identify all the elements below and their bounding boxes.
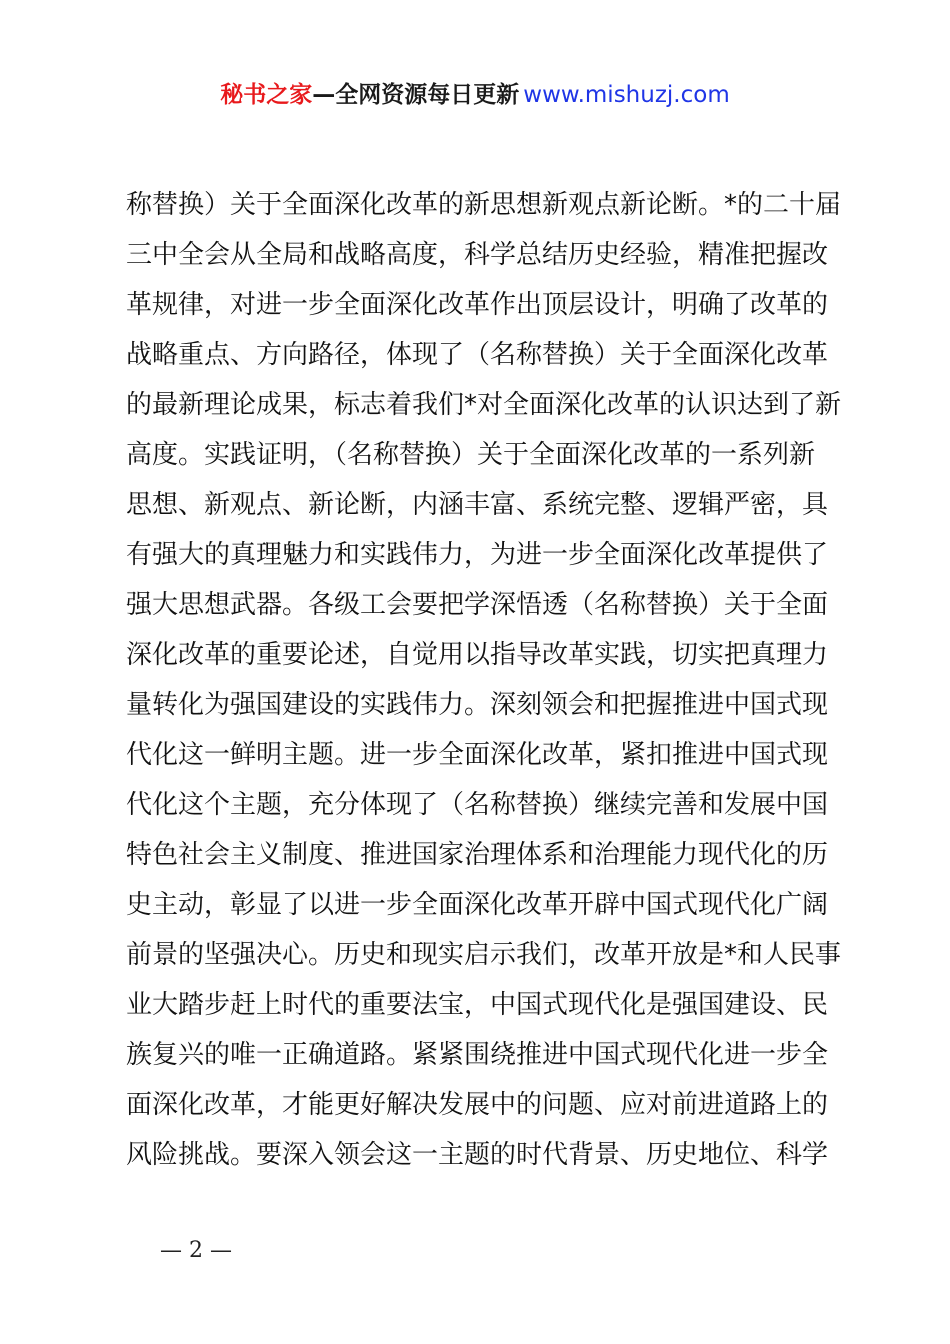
text-line: 有强大的真理魅力和实践伟力，为进一步全面深化改革提供了 (126, 540, 829, 570)
text-line: 风险挑战。要深入领会这一主题的时代背景、历史地位、科学 (126, 1140, 829, 1170)
text-line: 思想、新观点、新论断，内涵丰富、系统完整、逻辑严密，具 (126, 490, 829, 520)
text-line: 特色社会主义制度、推进国家治理体系和治理能力现代化的历 (126, 840, 829, 870)
text-line: 面深化改革，才能更好解决发展中的问题、应对前进道路上的 (126, 1090, 829, 1120)
text-line: 高度。实践证明，（名称替换）关于全面深化改革的一系列新 (126, 440, 816, 470)
text-line: 史主动，彰显了以进一步全面深化改革开辟中国式现代化广阔 (126, 890, 829, 920)
document-body (126, 180, 842, 1180)
text-line: 代化这个主题，充分体现了（名称替换）继续完善和发展中国 (126, 790, 829, 820)
text-line: 称替换）关于全面深化改革的新思想新观点新论断。*的二十届 (126, 190, 842, 220)
text-line: 前景的坚强决心。历史和现实启示我们，改革开放是*和人民事 (126, 940, 842, 970)
site-tagline: —全网资源每日更新 (312, 82, 520, 108)
text-line: 量转化为强国建设的实践伟力。深刻领会和把握推进中国式现 (126, 690, 829, 720)
text-line: 强大思想武器。各级工会要把学深悟透（名称替换）关于全面 (126, 590, 829, 620)
site-brand: 秘书之家 (220, 82, 313, 108)
text-line: 业大踏步赶上时代的重要法宝，中国式现代化是强国建设、民 (126, 990, 829, 1020)
page-number: — 2 — (160, 1238, 232, 1263)
text-line: 代化这一鲜明主题。进一步全面深化改革，紧扣推进中国式现 (126, 740, 829, 770)
text-line: 革规律，对进一步全面深化改革作出顶层设计，明确了改革的 (126, 290, 829, 320)
page-header (0, 78, 950, 112)
text-line: 三中全会从全局和战略高度，科学总结历史经验，精准把握改 (126, 240, 829, 270)
text-line: 战略重点、方向路径，体现了（名称替换）关于全面深化改革 (126, 340, 829, 370)
text-line: 的最新理论成果，标志着我们*对全面深化改革的认识达到了新 (126, 390, 842, 420)
site-url-link[interactable]: www.mishuzj.com (523, 82, 730, 108)
text-line: 族复兴的唯一正确道路。紧紧围绕推进中国式现代化进一步全 (126, 1040, 829, 1070)
text-line: 深化改革的重要论述，自觉用以指导改革实践，切实把真理力 (126, 640, 829, 670)
